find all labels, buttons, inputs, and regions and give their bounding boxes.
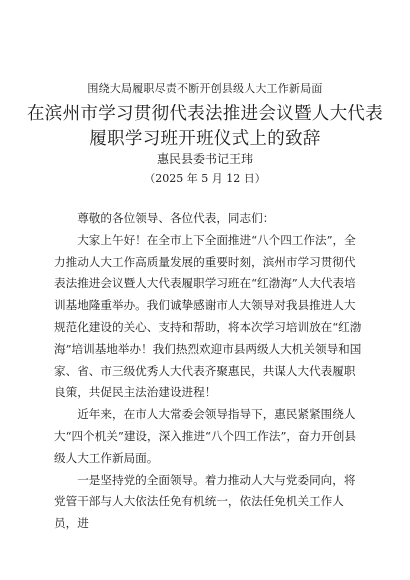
- paragraph-2: 近年来，在市人大常委会领导指导下，惠民紧紧围绕人大“四个机关”建设，深入推进“八个四工作法”，奋力开创县级人大工作新局面。: [54, 407, 356, 465]
- paragraph-3: 一是坚持党的全面领导。着力推动人大与党委同向，将党管干部与人大依法任免有机统一，依法任免机关工作人员，进: [54, 472, 356, 531]
- body-text: [54, 208, 364, 535]
- author-byline: 惠民县委书记王玮: [156, 152, 253, 166]
- title-line-2: 履职学习班开班仪式上的致辞: [89, 129, 321, 149]
- kicker-headline: 围绕大局履职尽责不断开创县级人大工作新局面: [87, 82, 323, 95]
- title-line-1: 在滨州市学习贯彻代表法推进会议暨人大代表: [27, 104, 383, 124]
- speech-date: （2025 年 5 月 12 日）: [144, 172, 266, 185]
- paragraph-1: 大家上午好！在全市上下全面推进“八个四工作法”，全力推动人大工作高质量发展的重要时刻，滨州市学习贯彻代表法推进会议暨人大代表履职学习班在“红渤海”人大代表培训基地隆重举办。我们诚挚感谢市人大领导对我县推进人大规范化建设的关心、支持和帮助，将本次学习培训放在“红渤海”培训基地举办！我们热烈欢迎市县两级人大机关领导和国家、省、市三级优秀人大代表齐聚惠民，共谋人大代表履职良策，共促民主法治建设进程！: [54, 232, 362, 400]
- salutation: 尊敬的各位领导、各位代表，同志们：: [77, 211, 275, 225]
